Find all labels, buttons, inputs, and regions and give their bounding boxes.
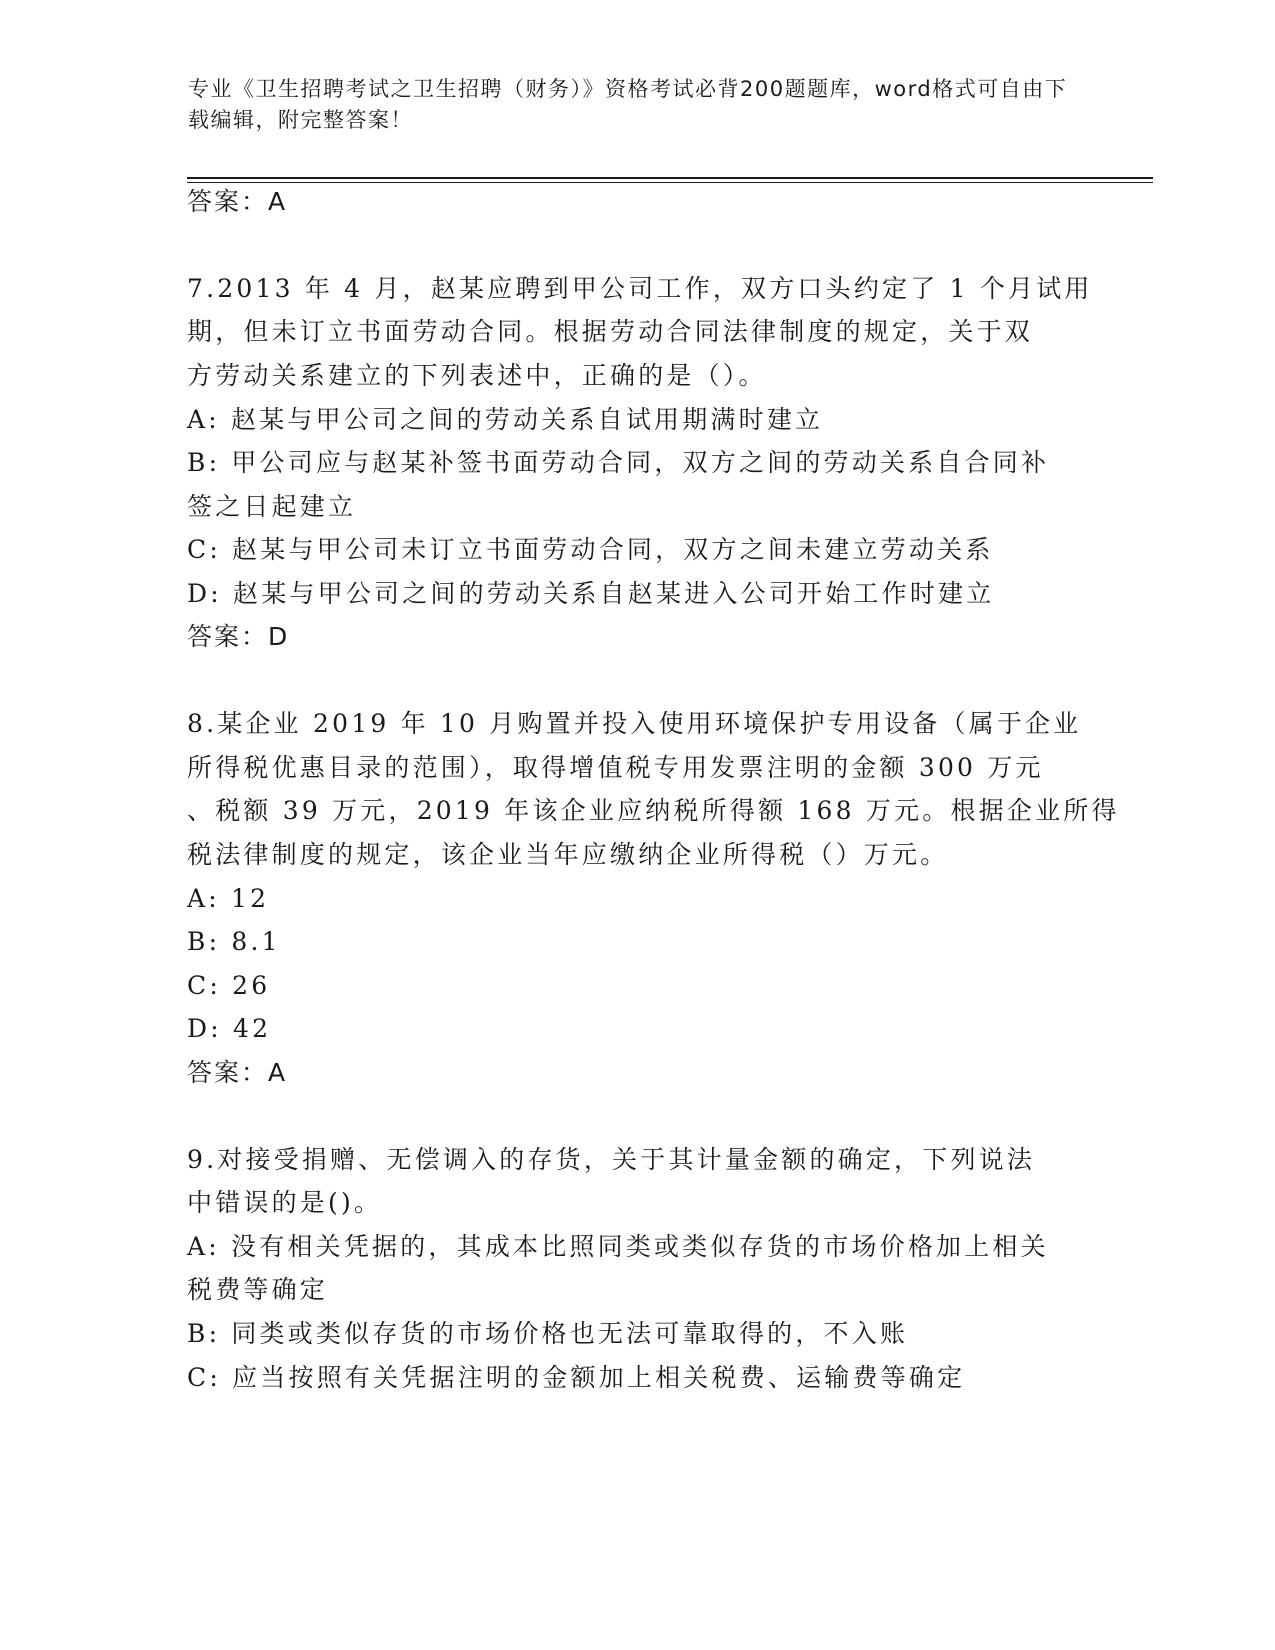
- question-7-option-b-line-1: B: 甲公司应与赵某补签书面劳动合同，双方之间的劳动关系自合同补: [187, 448, 1050, 477]
- question-7-option-d: D: 赵某与甲公司之间的劳动关系自赵某进入公司开始工作时建立: [187, 579, 995, 608]
- question-7-line-2: 期，但未订立书面劳动合同。根据劳动合同法律制度的规定，关于双: [187, 317, 1034, 346]
- answer-7: 答案：D: [187, 622, 290, 651]
- question-8-option-d: D: 42: [187, 1014, 272, 1043]
- question-8-line-1: 8.某企业 2019 年 10 月购置并投入使用环境保护专用设备（属于企业: [187, 709, 1082, 738]
- question-7-line-1: 7.2013 年 4 月，赵某应聘到甲公司工作，双方口头约定了 1 个月试用: [187, 274, 1093, 303]
- question-8-line-2: 所得税优惠目录的范围），取得增值税专用发票注明的金额 300 万元: [187, 753, 1044, 782]
- question-9-option-b: B: 同类或类似存货的市场价格也无法可靠取得的，不入账: [187, 1319, 909, 1348]
- header-rule-thick: [187, 177, 1153, 179]
- answer-8: 答案：A: [187, 1058, 288, 1087]
- question-9-line-2: 中错误的是()。: [187, 1188, 383, 1217]
- question-8-line-4: 税法律制度的规定，该企业当年应缴纳企业所得税（）万元。: [187, 840, 949, 869]
- document-header: 专业《卫生招聘考试之卫生招聘（财务）》资格考试必背200题题库，word格式可自由下载编辑，附完整答案！: [188, 77, 1068, 132]
- question-7-option-c: C: 赵某与甲公司未订立书面劳动合同，双方之间未建立劳动关系: [187, 535, 994, 564]
- question-9-option-a-line-1: A: 没有相关凭据的，其成本比照同类或类似存货的市场价格加上相关: [187, 1232, 1049, 1261]
- question-8-line-3: 、税额 39 万元，2019 年该企业应纳税所得额 168 万元。根据企业所得: [187, 796, 1120, 825]
- question-7-option-b-line-2: 签之日起建立: [187, 492, 357, 521]
- question-8-option-a: A: 12: [187, 884, 270, 913]
- question-9-option-c: C: 应当按照有关凭据注明的金额加上相关税费、运输费等确定: [187, 1363, 966, 1392]
- header-rule-thin: [187, 182, 1153, 183]
- question-9-line-1: 9.对接受捐赠、无偿调入的存货，关于其计量金额的确定，下列说法: [187, 1145, 1036, 1174]
- question-8-option-b: B: 8.1: [187, 927, 281, 956]
- question-9-option-a-line-2: 税费等确定: [187, 1275, 329, 1304]
- question-8-option-c: C: 26: [187, 971, 271, 1000]
- question-7-option-a: A: 赵某与甲公司之间的劳动关系自试用期满时建立: [187, 405, 824, 434]
- question-7-line-3: 方劳动关系建立的下列表述中，正确的是（）。: [187, 361, 767, 390]
- answer-prev: 答案：A: [187, 187, 288, 216]
